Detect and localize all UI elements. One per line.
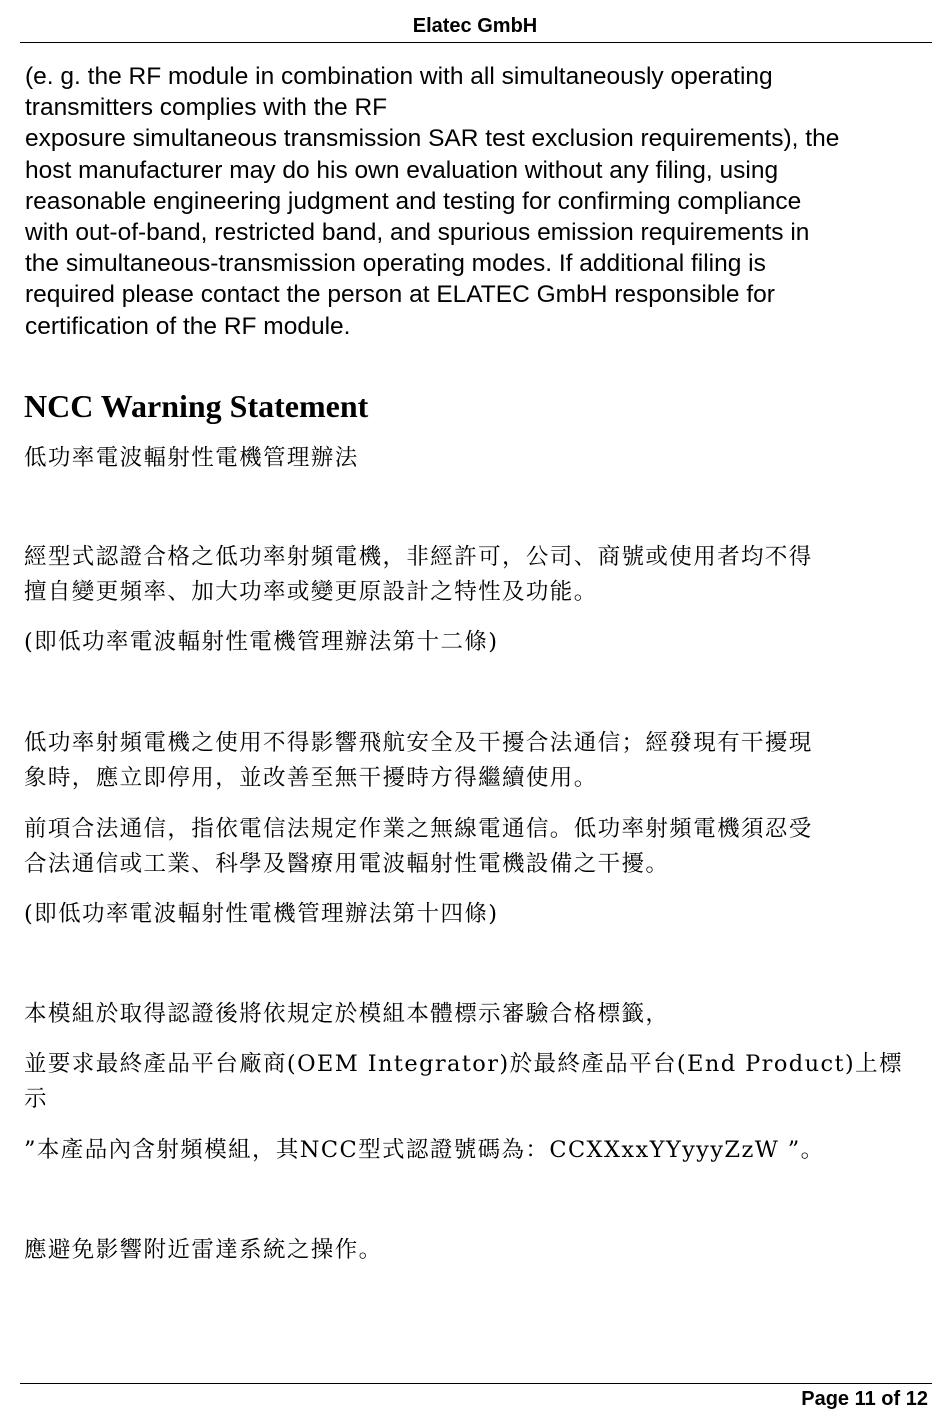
- oem-line: 並要求最終產品平台廠商(OEM Integrator)於最終產品平台(End Product)上標: [24, 1051, 903, 1077]
- header-company: Elatec GmbH: [412, 15, 538, 37]
- regulation-title: 低功率電波輻射性電機管理辦法: [24, 445, 359, 471]
- article14b-line: 前項合法通信，指依電信法規定作業之無線電通信。低功率射頻電機須忍受: [24, 816, 813, 842]
- module-label-text: 本模組於取得認證後將依規定於模組本體標示審驗合格標籤，: [24, 1001, 670, 1027]
- article12-reference: (即低功率電波輻射性電機管理辦法第十二條): [24, 629, 499, 655]
- article14-text-b: [24, 812, 813, 881]
- article14a-line: 低功率射頻電機之使用不得影響飛航安全及干擾合法通信；經發現有干擾現: [24, 730, 813, 756]
- article12-line: 擅自變更頻率、加大功率或變更原設計之特性及功能。: [24, 578, 598, 605]
- oem-text: [24, 1047, 903, 1116]
- article12-line: 經型式認證合格之低功率射頻電機，非經許可，公司、商號或使用者均不得: [24, 544, 813, 570]
- intro-line: exposure simultaneous transmission SAR test exclusion requirements), the: [25, 125, 840, 153]
- page-number: Page 11 of 12: [801, 1388, 928, 1410]
- radar-text: 應避免影響附近雷達系統之操作。: [24, 1237, 383, 1263]
- intro-paragraph: [25, 61, 930, 342]
- intro-line: (e. g. the RF module in combination with all simultaneously operating: [25, 63, 773, 90]
- oem-line: 示: [24, 1085, 48, 1112]
- article14a-line: 象時，應立即停用，並改善至無干擾時方得繼續使用。: [24, 764, 598, 791]
- ncc-id-text: ”本產品內含射頻模組，其NCC型式認證號碼為：CCXXxxYYyyyZzW ”。: [24, 1137, 825, 1163]
- ncc-heading: NCC Warning Statement: [24, 388, 369, 424]
- intro-line: certification of the RF module.: [25, 312, 351, 340]
- intro-line: host manufacturer may do his own evaluation without any filing, using: [25, 156, 779, 184]
- header-rule: [20, 42, 932, 43]
- article14-text-a: [24, 726, 813, 795]
- intro-line: required please contact the person at ELATEC GmbH responsible for: [25, 281, 775, 309]
- intro-line: reasonable engineering judgment and testing for confirming compliance: [25, 187, 802, 215]
- intro-line: the simultaneous-transmission operating modes. If additional filing is: [25, 250, 766, 278]
- intro-line: transmitters complies with the RF: [25, 94, 388, 122]
- intro-line: with out-of-band, restricted band, and spurious emission requirements in: [25, 219, 810, 247]
- article14b-line: 合法通信或工業、科學及醫療用電波輻射性電機設備之干擾。: [24, 850, 670, 877]
- article14-reference: (即低功率電波輻射性電機管理辦法第十四條): [24, 901, 499, 927]
- article12-text: [24, 540, 813, 609]
- footer-rule: [20, 1383, 932, 1384]
